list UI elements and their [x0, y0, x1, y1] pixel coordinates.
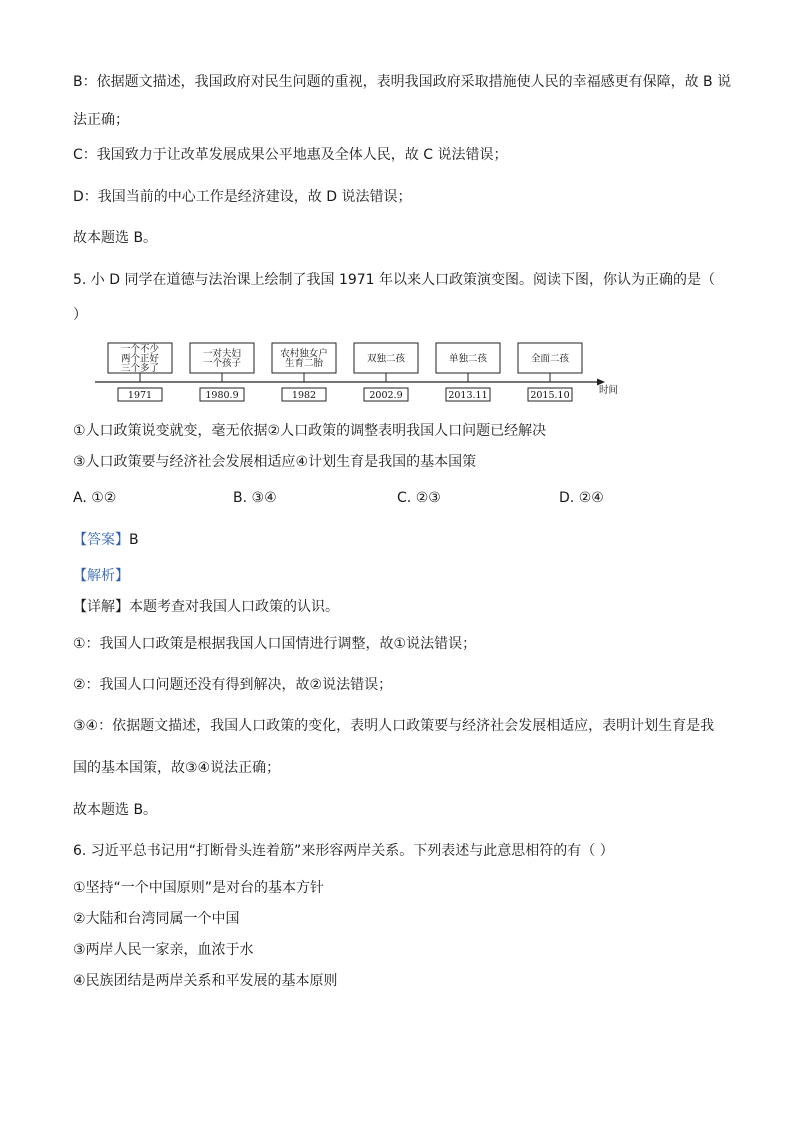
option-a-letter: A. [73, 490, 87, 506]
option-c [397, 488, 441, 508]
option-b-text: ③④ [251, 490, 277, 506]
policy-label: 一对夫妇 [202, 348, 242, 360]
q6-statement-2: ②大陆和台湾同属一个中国 [73, 911, 240, 927]
b-explanation-line-1: B：依据题文描述，我国政府对民生问题的重视，表明我国政府采取措施使人民的幸福感更有保障，故 B 说 [73, 74, 732, 90]
timeline-event [354, 343, 418, 401]
q5-detail [73, 597, 734, 617]
q5-explanation-2: ②：我国人口问题还没有得到解决，故②说法错误； [73, 677, 393, 693]
timeline-axis-label: 时间 [599, 385, 619, 396]
policy-label: 一个不少 [120, 343, 160, 355]
policy-label: 农村独女户 [280, 348, 328, 360]
year-label: 1980.9 [205, 390, 239, 401]
year-label: 2002.9 [369, 390, 403, 401]
option-d-text: ②④ [578, 490, 604, 506]
policy-label: 单独二孩 [448, 353, 488, 365]
option-b-letter: B. [233, 490, 248, 506]
q5-stem-line-1: 5. 小 D 同学在道德与法治课上绘制了我国 1971 年以来人口政策演变图。阅读下图，你认为正确的是（ [73, 272, 716, 288]
d-explanation: D：我国当前的中心工作是经济建设，故 D 说法错误； [73, 189, 412, 205]
q6-statement-4: ④民族团结是两岸关系和平发展的基本原则 [73, 973, 338, 989]
option-a [73, 488, 116, 508]
q5-answer [73, 530, 734, 550]
timeline-event [190, 343, 254, 401]
q5-explanation-34-line-1: ③④：依据题文描述，我国人口政策的变化，表明人口政策要与经济社会发展相适应，表明计划生育是我 [73, 718, 715, 734]
answer-value: B [129, 532, 139, 548]
option-d-letter: D. [559, 490, 575, 506]
q5-explanation-1: ①：我国人口政策是根据我国人口国情进行调整，故①说法错误； [73, 636, 477, 652]
option-b [233, 488, 277, 508]
policy-label: 一个孩子 [202, 358, 242, 369]
timeline-event [436, 343, 500, 401]
option-c-letter: C. [397, 490, 412, 506]
option-d [559, 488, 604, 508]
q6-statement-1: ①坚持“一个中国原则”是对台的基本方针 [73, 880, 325, 896]
policy-label: 双独二孩 [366, 353, 406, 365]
answer-tag: 【答案】 [73, 532, 129, 548]
q5-statement-line-1: ①人口政策说变就变，毫无依据②人口政策的调整表明我国人口问题已经解决 [73, 423, 547, 439]
population-policy-timeline [93, 340, 619, 406]
year-label: 1982 [291, 390, 317, 401]
option-a-text: ①② [91, 490, 117, 506]
c-explanation: C：我国致力于让改革发展成果公平地惠及全体人民，故 C 说法错误； [73, 147, 508, 163]
q6-stem: 6. 习近平总书记用“打断骨头连着筋”来形容两岸关系。下列表述与此意思相符的有（ ） [73, 843, 614, 859]
q5-stem-line-2: ） [73, 307, 87, 323]
q4-conclusion: 故本题选 B。 [73, 230, 158, 246]
timeline-event [518, 343, 582, 401]
analysis-tag: 【解析】 [73, 568, 129, 584]
q5-statement-line-2: ③人口政策要与经济社会发展相适应④计划生育是我国的基本国策 [73, 454, 477, 470]
policy-label: 两个正好 [120, 353, 160, 365]
timeline-event [272, 343, 336, 401]
detail-text: 本题考查对我国人口政策的认识。 [129, 599, 339, 615]
b-explanation-line-2: 法正确； [73, 112, 129, 128]
policy-label: 生育二胎 [284, 358, 324, 369]
policy-label: 三个多了 [120, 362, 160, 374]
year-label: 1971 [127, 390, 153, 401]
q5-explanation-34-line-2: 国的基本国策，故③④说法正确； [73, 760, 281, 776]
year-label: 2015.10 [530, 390, 570, 401]
timeline-event [108, 343, 172, 401]
q5-analysis-heading [73, 566, 734, 586]
year-label: 2013.11 [448, 390, 488, 401]
q6-statement-3: ③两岸人民一家亲，血浓于水 [73, 942, 254, 958]
detail-tag: 【详解】 [73, 599, 129, 615]
q5-conclusion: 故本题选 B。 [73, 802, 158, 818]
timeline-figure [93, 340, 619, 406]
policy-label: 全面二孩 [530, 353, 570, 365]
option-c-text: ②③ [415, 490, 441, 506]
q5-options [73, 488, 733, 508]
